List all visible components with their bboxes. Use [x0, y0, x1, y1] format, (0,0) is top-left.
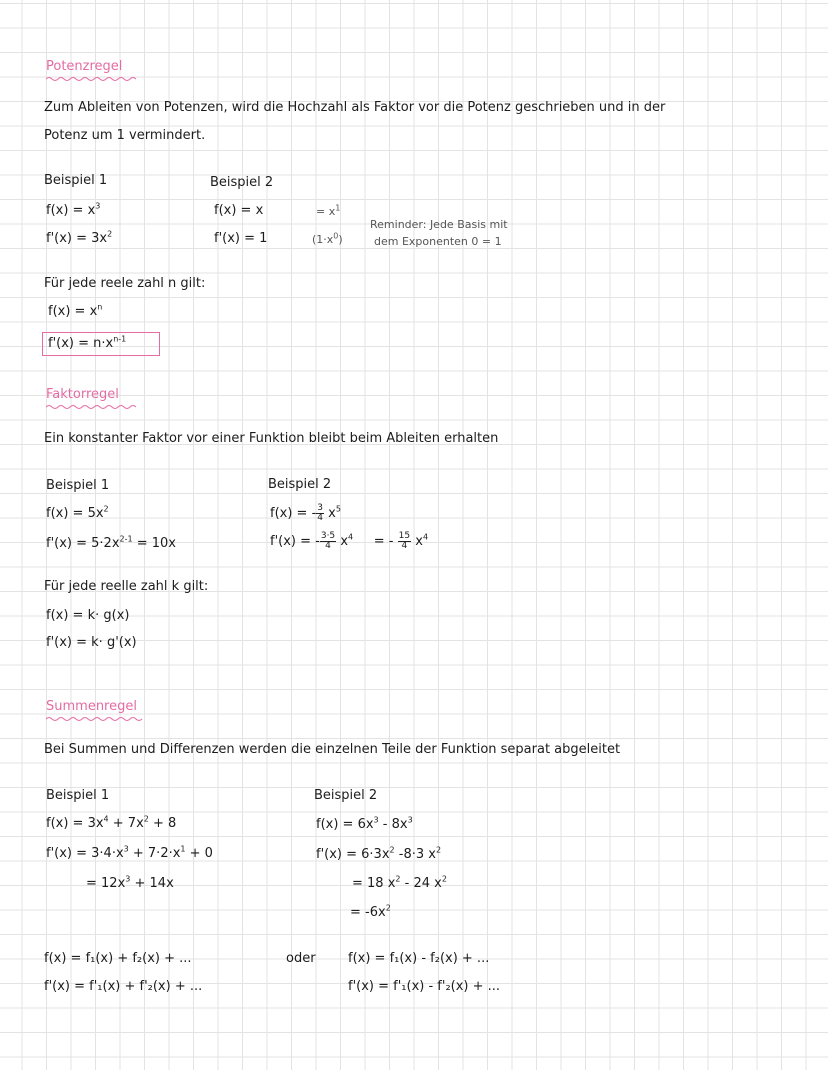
summe-ex1-line3: = $12x^3 + 14x$: [86, 874, 174, 891]
potenz-general-line1: $f(x) = x^n$: [48, 302, 103, 319]
heading-underline: [46, 404, 138, 410]
summe-ex2-line4: = $-6x^2$: [350, 903, 391, 920]
faktor-general-intro: Für jede reelle zahl k gilt:: [44, 579, 209, 594]
faktor-general-line2: f'(x) = k· g'(x): [46, 635, 137, 650]
summe-ex1-line1: $f(x) = 3x^4 + 7x^2 + 8$: [46, 814, 177, 831]
potenz-ex2-line2: f'(x) = 1: [214, 231, 268, 246]
faktor-ex2-line1: f(x) = - $\frac{3}{4}$ $x^5$: [270, 503, 341, 523]
faktor-description: Ein konstanter Faktor vor einer Funktion bleibt beim Ableiten erhalten: [44, 431, 499, 446]
faktor-general-line1: f(x) = k· g(x): [46, 608, 130, 623]
heading-underline: [46, 76, 138, 82]
potenz-ex2-title: Beispiel 2: [210, 175, 274, 190]
faktor-ex2-line2: f'(x) = - $\frac{3\cdot 5}{4}$ $x^4$ = - $\frac{15}{4}$ $x^4$: [270, 531, 429, 551]
summe-general-right-line1: f(x) = f₁(x) - f₂(x) + ...: [348, 951, 490, 966]
oder-label: oder: [286, 951, 316, 966]
potenz-ex2-side1: = $x^1$: [316, 203, 341, 218]
potenz-ex1-line2: $f'(x) = 3x^2$: [46, 229, 113, 246]
faktor-ex1-line2: $f'(x) = 5\cdot 2x^{2-1} = 10x$: [46, 534, 176, 551]
potenz-ex1-line1: $f(x) = x^3$: [46, 201, 101, 218]
summe-ex2-line2: $f'(x) = 6\cdot 3x^2$ -8·3 $x^2$: [316, 845, 442, 862]
faktor-ex1-line1: $f(x) = 5x^2$: [46, 504, 109, 521]
summe-description: Bei Summen und Differenzen werden die einzelnen Teile der Funktion separat abgeleitet: [44, 742, 621, 757]
summe-ex2-title: Beispiel 2: [314, 788, 378, 803]
summe-ex2-line3: = 18 $x^2 - 24$ $x^2$: [352, 874, 447, 891]
reminder-line2: dem Exponenten 0 = 1: [374, 235, 502, 248]
faktor-ex1-title: Beispiel 1: [46, 478, 110, 493]
potenz-general-intro: Für jede reele zahl n gilt:: [44, 276, 206, 291]
potenz-description-line1: Zum Ableiten von Potenzen, wird die Hochzahl als Faktor vor die Potenz geschrieben und in der: [44, 100, 666, 115]
potenz-ex1-title: Beispiel 1: [44, 173, 108, 188]
summe-ex1-title: Beispiel 1: [46, 788, 110, 803]
summe-ex1-line2: $f'(x) = 3\cdot 4\cdot x^3 + 7\cdot 2\cdot x^1 + 0$: [46, 844, 213, 861]
summe-general-right-line2: f'(x) = f'₁(x) - f'₂(x) + ...: [348, 979, 501, 994]
reminder-line1: Reminder: Jede Basis mit: [370, 218, 508, 231]
heading-underline: [46, 716, 144, 722]
summe-ex2-line1: $f(x) = 6x^3 - 8x^3$: [316, 815, 413, 832]
faktorregel-heading: Faktorregel: [46, 387, 119, 402]
summe-general-left-line1: f(x) = f₁(x) + f₂(x) + ...: [44, 951, 192, 966]
potenz-ex2-line1: f(x) = x: [214, 203, 264, 218]
potenz-ex2-side2: $(1\cdot x^0)$: [312, 231, 343, 246]
potenzregel-heading: Potenzregel: [46, 59, 123, 74]
faktor-ex2-title: Beispiel 2: [268, 477, 332, 492]
summe-general-left-line2: f'(x) = f'₁(x) + f'₂(x) + ...: [44, 979, 203, 994]
potenz-general-line2: $f'(x) = n\cdot x^{n-1}$: [48, 334, 127, 351]
summenregel-heading: Summenregel: [46, 699, 137, 714]
potenz-description-line2: Potenz um 1 vermindert.: [44, 128, 206, 143]
